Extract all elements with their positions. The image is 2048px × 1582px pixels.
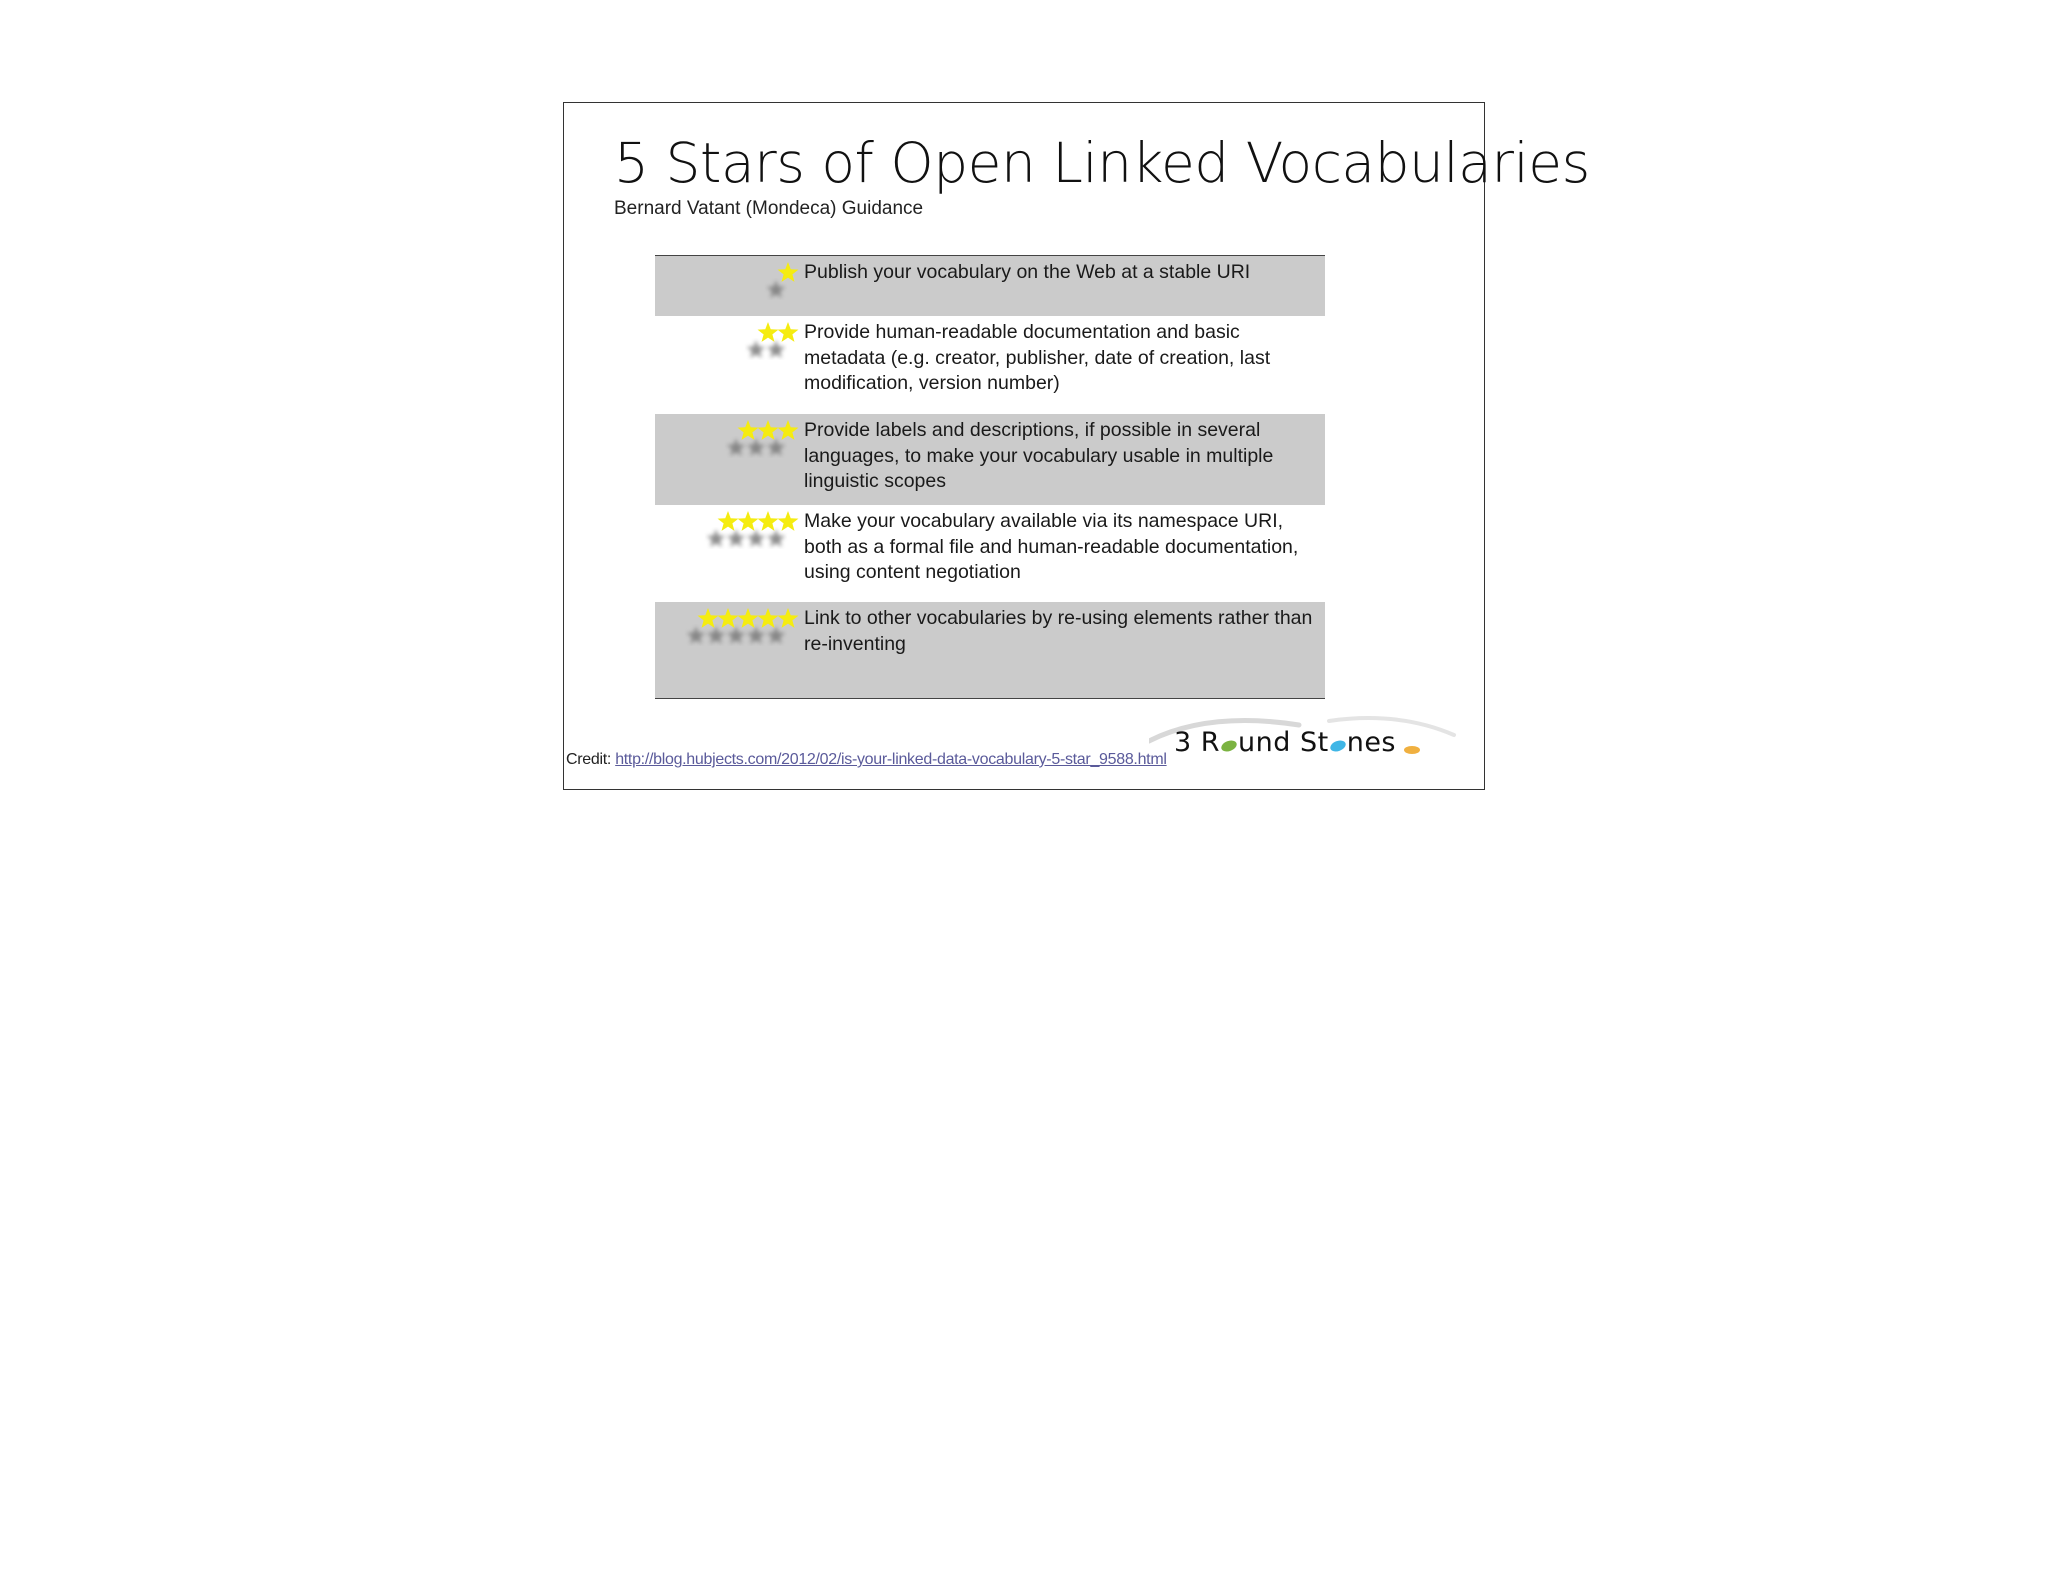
three-round-stones-logo [1174,727,1422,758]
star-rating-graphic [732,420,810,464]
star-rating-graphic [752,322,810,366]
row-text: Provide human-readable documentation and basic metadata (e.g. creator, publisher, date of creation, last modification, version number) [804,321,1271,394]
star-icon [778,608,799,628]
stars-table [655,255,1325,699]
star-shadow-icon [747,626,766,644]
credit-label: Credit: [566,751,612,768]
star-rating [658,608,798,658]
row-text: Make your vocabulary available via its namespace URI, both as a formal file and human-readable documentation, using content negotiation [804,510,1299,583]
star-icon [698,608,719,628]
row-text: Link to other vocabularies by re-using elements rather than re-inventing [804,607,1313,655]
star-shadow-icon [767,626,786,644]
star-icon [718,608,739,628]
star-shadow-icon [747,340,766,358]
star-shadow-icon [727,438,746,456]
star-rating [658,322,798,372]
star-shadow-icon [727,529,746,547]
logo-text-part: und St [1238,727,1329,758]
star-shadow-icon [767,340,786,358]
table-row [655,256,1325,316]
star-icon [738,608,759,628]
slide [563,102,1590,790]
star-shadow-icon [707,529,726,547]
table-row [655,602,1325,698]
star-icon [778,322,799,342]
star-icon [758,608,779,628]
star-shadow-icon [747,529,766,547]
blue-stone-icon [1329,737,1347,753]
table-row [655,505,1325,602]
logo-text-part: 3 R [1174,727,1221,758]
star-rating [658,420,798,470]
star-shadow-icon [687,626,706,644]
star-icon [718,511,739,531]
star-icon [778,511,799,531]
star-rating [658,511,798,561]
green-stone-icon [1220,737,1238,753]
row-text: Publish your vocabulary on the Web at a stable URI [804,261,1251,283]
star-icon [738,511,759,531]
row-text: Provide labels and descriptions, if possible in several languages, to make your vocabulary usable in multiple linguistic scopes [804,419,1274,492]
star-icon [758,511,779,531]
table-row [655,414,1325,505]
star-icon [738,420,759,440]
slide-title: 5 Stars of Open Linked Vocabularies [614,131,1590,195]
star-rating-graphic [712,511,810,555]
credit-line [566,751,1167,769]
star-shadow-icon [727,626,746,644]
star-icon [758,420,779,440]
star-icon [778,262,799,282]
star-shadow-icon [747,438,766,456]
star-shadow-icon [767,438,786,456]
orange-stone-icon [1396,739,1422,755]
star-shadow-icon [767,529,786,547]
logo-text-part: nes [1346,727,1396,758]
star-shadow-icon [707,626,726,644]
star-rating-graphic [692,608,810,652]
star-shadow-icon [767,280,786,298]
star-icon [758,322,779,342]
star-icon [778,420,799,440]
table-row [655,316,1325,414]
star-rating [658,262,798,312]
slide-subtitle: Bernard Vatant (Mondeca) Guidance [614,198,924,219]
credit-link[interactable]: http://blog.hubjects.com/2012/02/is-your-linked-data-vocabulary-5-star_9588.html [615,751,1167,768]
